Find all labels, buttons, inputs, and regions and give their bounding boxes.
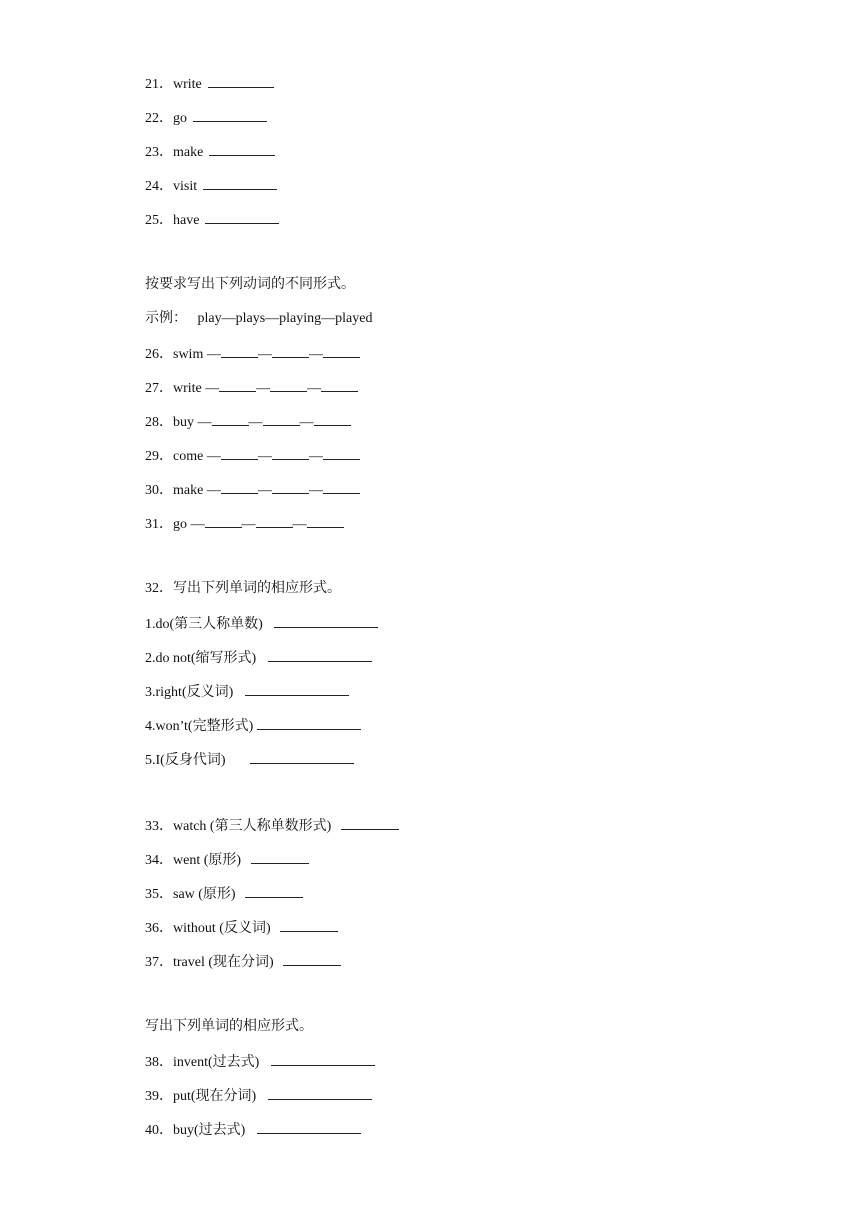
question-instruction: 写出下列单词的相应形式。	[173, 581, 341, 596]
sub-item-1	[145, 612, 399, 646]
sub-item-2	[145, 646, 399, 680]
sub-item-text: 3.right(反义词)	[145, 685, 234, 700]
question-word: write	[173, 77, 202, 92]
question-number: 30	[145, 483, 159, 498]
question-number: 29	[145, 449, 159, 464]
question-word: go	[173, 111, 187, 126]
answer-blank[interactable]	[272, 444, 309, 460]
question-text: put(现在分词)	[173, 1089, 257, 1104]
sub-item-text: 5.I(反身代词)	[145, 753, 226, 768]
answer-blank[interactable]	[323, 342, 360, 358]
answer-blank[interactable]	[219, 376, 256, 392]
question-number: 35	[145, 887, 159, 902]
answer-blank[interactable]	[203, 174, 277, 190]
answer-blank[interactable]	[307, 512, 344, 528]
question-40: 40．buy(过去式)	[145, 1118, 399, 1152]
word-list-21-25	[145, 72, 399, 242]
question-number: 36	[145, 921, 159, 936]
answer-blank[interactable]	[221, 478, 258, 494]
question-number: 28	[145, 415, 159, 430]
sub-item-4	[145, 714, 399, 748]
answer-blank[interactable]	[221, 444, 258, 460]
answer-blank[interactable]	[257, 1118, 361, 1134]
question-word: swim	[173, 347, 204, 362]
answer-blank[interactable]	[256, 512, 293, 528]
question-word: come	[173, 449, 204, 464]
question-number: 26	[145, 347, 159, 362]
question-text: buy(过去式)	[173, 1123, 246, 1138]
answer-blank[interactable]	[205, 512, 242, 528]
answer-blank[interactable]	[193, 106, 267, 122]
answer-blank[interactable]	[323, 478, 360, 494]
question-22: 22．go	[145, 106, 399, 140]
question-32-section	[145, 578, 399, 782]
question-30: 30．make — — —	[145, 478, 399, 512]
answer-blank[interactable]	[268, 646, 372, 662]
answer-blank[interactable]	[245, 882, 303, 898]
verb-forms-section	[145, 274, 399, 546]
question-31: 31．go — — —	[145, 512, 399, 546]
example-label: 示例：	[145, 311, 187, 326]
question-word: go	[173, 517, 187, 532]
answer-blank[interactable]	[272, 342, 309, 358]
question-number: 40	[145, 1123, 159, 1138]
question-38: 38．invent(过去式)	[145, 1050, 399, 1084]
answer-blank[interactable]	[321, 376, 358, 392]
answer-blank[interactable]	[323, 444, 360, 460]
answer-blank[interactable]	[341, 814, 399, 830]
question-35: 35．saw (原形)	[145, 882, 399, 916]
question-text: saw (原形)	[173, 887, 236, 902]
question-37: 37．travel (现在分词)	[145, 950, 399, 984]
question-word: write	[173, 381, 202, 396]
question-number: 32	[145, 581, 159, 596]
question-number: 27	[145, 381, 159, 396]
worksheet-content	[145, 72, 399, 1152]
answer-blank[interactable]	[270, 376, 307, 392]
answer-blank[interactable]	[245, 680, 349, 696]
question-number: 37	[145, 955, 159, 970]
question-number: 34	[145, 853, 159, 868]
question-word: make	[173, 145, 204, 160]
question-number: 23	[145, 145, 159, 160]
example-value: play—plays—playing—played	[197, 311, 373, 326]
example-line	[145, 308, 399, 342]
question-word: have	[173, 213, 200, 228]
answer-blank[interactable]	[263, 410, 300, 426]
sub-item-text: 1.do(第三人称单数)	[145, 617, 263, 632]
question-27: 27．write — — —	[145, 376, 399, 410]
section-instruction: 写出下列单词的相应形式。	[145, 1019, 313, 1034]
question-28: 28．buy — — —	[145, 410, 399, 444]
question-word: visit	[173, 179, 198, 194]
question-number: 31	[145, 517, 159, 532]
question-text: without (反义词)	[173, 921, 271, 936]
questions-33-37	[145, 814, 399, 984]
question-25: 25．have	[145, 208, 399, 242]
question-number: 21	[145, 77, 159, 92]
answer-blank[interactable]	[257, 714, 361, 730]
question-36: 36．without (反义词)	[145, 916, 399, 950]
question-39: 39．put(现在分词)	[145, 1084, 399, 1118]
question-23: 23．make	[145, 140, 399, 174]
answer-blank[interactable]	[250, 748, 354, 764]
question-text: went (原形)	[173, 853, 242, 868]
answer-blank[interactable]	[208, 72, 274, 88]
question-26: 26．swim — — —	[145, 342, 399, 376]
question-text: travel (现在分词)	[173, 955, 274, 970]
question-number: 33	[145, 819, 159, 834]
question-number: 38	[145, 1055, 159, 1070]
answer-blank[interactable]	[283, 950, 341, 966]
question-word: buy	[173, 415, 194, 430]
answer-blank[interactable]	[251, 848, 309, 864]
answer-blank[interactable]	[314, 410, 351, 426]
question-33: 33．watch (第三人称单数形式)	[145, 814, 399, 848]
answer-blank[interactable]	[272, 478, 309, 494]
answer-blank[interactable]	[280, 916, 338, 932]
question-number: 24	[145, 179, 159, 194]
question-word: make	[173, 483, 204, 498]
sub-item-3	[145, 680, 399, 714]
answer-blank[interactable]	[205, 208, 279, 224]
answer-blank[interactable]	[271, 1050, 375, 1066]
question-21: 21．write	[145, 72, 399, 106]
question-number: 25	[145, 213, 159, 228]
answer-blank[interactable]	[268, 1084, 372, 1100]
answer-blank[interactable]	[221, 342, 258, 358]
questions-38-40	[145, 1016, 399, 1152]
question-number: 39	[145, 1089, 159, 1104]
verb-forms-instruction: 按要求写出下列动词的不同形式。	[145, 277, 355, 292]
sub-item-5	[145, 748, 399, 782]
sub-item-text: 2.do not(缩写形式)	[145, 651, 257, 666]
answer-blank[interactable]	[209, 140, 275, 156]
sub-item-text: 4.won’t(完整形式)	[145, 719, 254, 734]
question-24: 24．visit	[145, 174, 399, 208]
question-32-heading: 32．写出下列单词的相应形式。	[145, 581, 341, 596]
question-number: 22	[145, 111, 159, 126]
question-29: 29．come — — —	[145, 444, 399, 478]
answer-blank[interactable]	[212, 410, 249, 426]
question-text: invent(过去式)	[173, 1055, 260, 1070]
question-text: watch (第三人称单数形式)	[173, 819, 332, 834]
answer-blank[interactable]	[274, 612, 378, 628]
question-34: 34．went (原形)	[145, 848, 399, 882]
